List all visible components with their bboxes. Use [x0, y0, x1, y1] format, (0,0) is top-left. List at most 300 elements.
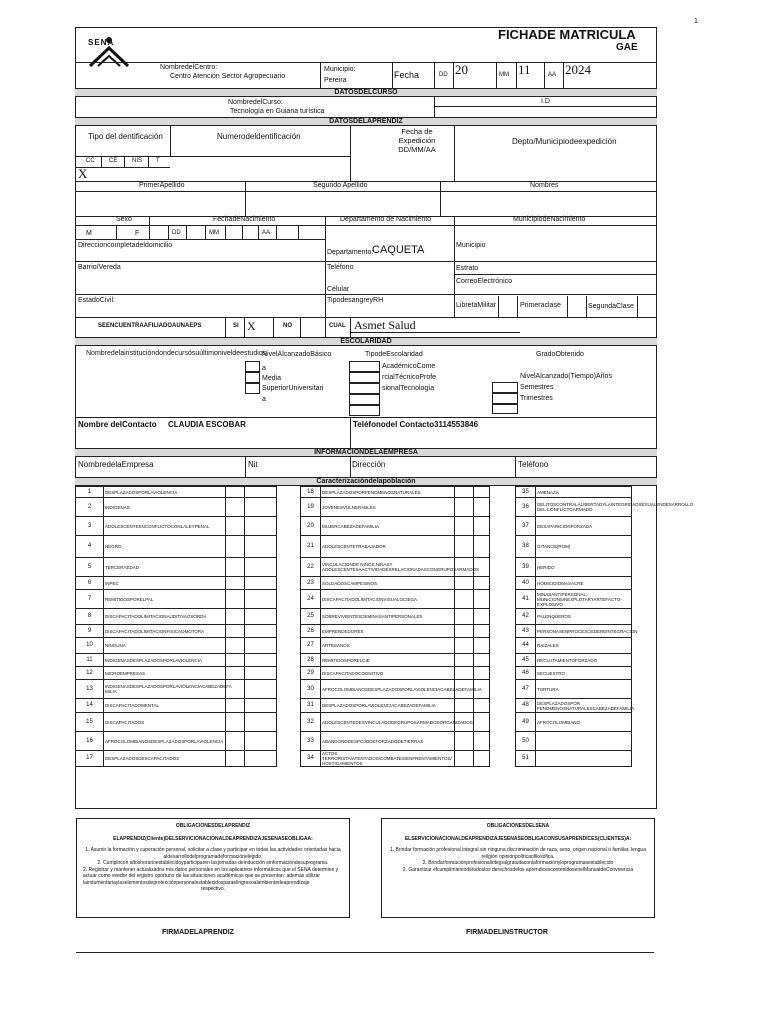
dd-value[interactable]: 20	[455, 62, 468, 77]
poblacion-checkbox[interactable]	[245, 680, 277, 699]
poblacion-label: RECLUTAMIENTOFORZADO	[536, 654, 632, 667]
telefono-label: Teléfono	[327, 264, 354, 271]
poblacion-gap	[277, 699, 301, 713]
poblacion-checkbox[interactable]	[455, 751, 474, 767]
poblacion-checkbox[interactable]	[226, 577, 245, 590]
poblacion-checkbox[interactable]	[455, 625, 474, 638]
contacto-telefono-value[interactable]: 3114553846	[434, 420, 479, 429]
segundo-apellido-label: Segundo Apellido	[313, 182, 368, 189]
tipo-option-2: rcialTécnicoProfe	[382, 374, 437, 381]
poblacion-num: 10	[76, 638, 104, 654]
signature-line	[76, 952, 654, 953]
poblacion-row	[76, 732, 632, 751]
poblacion-label: VINCULACIONDE NIÑOS,NIÑASY ADOLESCENTESAACTIVIDADESRELACIONADASCONGRUPOSARMADOS	[321, 558, 455, 577]
poblacion-num: 19	[301, 498, 321, 517]
grado-obtenido-label: GradoObtenido	[536, 351, 584, 358]
primera-clase-label: Primeraclase	[520, 302, 561, 309]
sena-logo-text: SENA	[88, 38, 115, 47]
poblacion-num: 51	[516, 751, 536, 767]
poblacion-label: NEGRO	[104, 536, 226, 558]
poblacion-checkbox[interactable]	[474, 577, 490, 590]
poblacion-checkbox[interactable]	[226, 558, 245, 577]
poblacion-label: DISCAPACITADOLIMITACIONAUDITIVAOSORDA	[104, 609, 226, 625]
poblacion-checkbox[interactable]	[226, 487, 245, 498]
nivel-option-media: Media	[262, 375, 282, 382]
poblacion-num: 17	[76, 751, 104, 767]
dd-label: DD	[439, 72, 448, 78]
poblacion-label: AFROCOLOMBIANO	[536, 713, 632, 732]
poblacion-gap	[490, 536, 516, 558]
curso-name-label: NombredelCurso:	[228, 99, 283, 106]
poblacion-checkbox[interactable]	[474, 732, 490, 751]
poblacion-checkbox[interactable]	[245, 517, 277, 536]
poblacion-label: ABANDONODESPOJODEFORZADODETIERRAS	[321, 732, 455, 751]
poblacion-gap	[277, 625, 301, 638]
poblacion-label: DESAPARICIONFORZADA	[536, 517, 632, 536]
doc-type-ti[interactable]: T	[156, 158, 160, 164]
poblacion-row	[76, 558, 632, 577]
tipo-option-1: AcadémicoCome	[382, 363, 436, 370]
poblacion-gap	[490, 732, 516, 751]
poblacion-row	[76, 536, 632, 558]
eps-cual-value[interactable]: Asmet Salud	[354, 318, 416, 332]
poblacion-row	[76, 577, 632, 590]
poblacion-label: INDIGENAS	[104, 498, 226, 517]
poblacion-num: 11	[76, 654, 104, 667]
mm-label: MM	[499, 72, 509, 78]
poblacion-num: 31	[301, 699, 321, 713]
poblacion-num: 18	[301, 487, 321, 498]
eps-si-label: SI	[233, 323, 239, 329]
obligaciones-sena-title: OBLIGACIONESDELSENA	[486, 823, 550, 829]
poblacion-num: 7	[76, 590, 104, 609]
poblacion-num: 30	[301, 680, 321, 699]
poblacion-checkbox[interactable]	[226, 667, 245, 680]
poblacion-gap	[490, 577, 516, 590]
poblacion-label: DESPLAZADOSPORFENOMENOSNATURALES	[321, 487, 455, 498]
poblacion-checkbox[interactable]	[474, 536, 490, 558]
poblacion-checkbox[interactable]	[245, 654, 277, 667]
poblacion-gap	[277, 680, 301, 699]
poblacion-num: 32	[301, 713, 321, 732]
nivel-option-a2: a	[262, 396, 266, 403]
obligaciones-aprendiz-box	[76, 818, 350, 918]
poblacion-label: ADOLESCENTETRABAJADOR	[321, 536, 455, 558]
poblacion-num: 8	[76, 609, 104, 625]
semestres-label: Semestres	[520, 384, 554, 391]
poblacion-checkbox[interactable]	[245, 498, 277, 517]
poblacion-label: MICROEMPRESAS	[104, 667, 226, 680]
poblacion-num: 16	[76, 732, 104, 751]
poblacion-label: TERCERAEDAD	[104, 558, 226, 577]
tipo-checkbox-4[interactable]	[349, 394, 380, 405]
tipo-checkbox-5[interactable]	[349, 405, 380, 416]
poblacion-label: INPEC	[104, 577, 226, 590]
poblacion-checkbox[interactable]	[226, 654, 245, 667]
poblacion-checkbox[interactable]	[245, 625, 277, 638]
poblacion-gap	[490, 517, 516, 536]
obligaciones-aprendiz-subtitle: ELAPRENDIZ(Cliente)DELSERVICIONACIONALDEAPRENDIZAJESENASEOBLIGAA:	[113, 835, 313, 842]
nivel-checkbox-3[interactable]	[245, 383, 260, 394]
poblacion-num: 1	[76, 487, 104, 498]
tipo-checkbox-1[interactable]	[349, 361, 380, 372]
obligacion-sena-1: 1. Brindar formación profesional integral sin ninguna discriminación de raza, sexo, origen nacional o familiar, lengua religión opiniónpolíticaofilosófica.	[390, 847, 646, 860]
poblacion-checkbox[interactable]	[455, 498, 474, 517]
poblacion-label: DESPLAZADOSPORLAVIOLENCIACABEZADEFAMILIA	[321, 699, 455, 713]
direccion-label: Direccioncompletadeldomicilio	[78, 242, 173, 249]
poblacion-label: DISCAPACITADOS	[104, 713, 226, 732]
eps-no-label: NO	[283, 323, 292, 329]
poblacion-label: ADOLESCENTEDESVINCULADODEGRUPOSARMADOSORGANIZADOS	[321, 713, 455, 732]
poblacion-checkbox[interactable]	[245, 590, 277, 609]
departamento-label: Departamento:	[327, 249, 374, 256]
poblacion-checkbox[interactable]	[455, 536, 474, 558]
poblacion-num: 20	[301, 517, 321, 536]
form-title: FICHADE MATRICULA	[498, 27, 636, 42]
poblacion-num: 45	[516, 654, 536, 667]
poblacion-gap	[277, 536, 301, 558]
nivel-tiempo-label: NivelAlcanzado(Tiempo)Años	[520, 373, 612, 380]
poblacion-checkbox[interactable]	[455, 638, 474, 654]
poblacion-checkbox[interactable]	[455, 667, 474, 680]
poblacion-row	[76, 638, 632, 654]
poblacion-gap	[277, 590, 301, 609]
poblacion-num: 33	[301, 732, 321, 751]
poblacion-checkbox[interactable]	[474, 654, 490, 667]
poblacion-checkbox[interactable]	[455, 577, 474, 590]
poblacion-label: DESPLAZADOSPOR FENOMENOSNATURALESCABEZADEFAMILIA	[537, 700, 635, 711]
poblacion-checkbox[interactable]	[474, 609, 490, 625]
poblacion-gap	[277, 751, 301, 767]
poblacion-checkbox[interactable]	[455, 609, 474, 625]
poblacion-gap	[277, 517, 301, 536]
eps-label: SEENCUENTRAAFILIADOAUNAEPS	[98, 323, 202, 329]
poblacion-num: 21	[301, 536, 321, 558]
poblacion-checkbox[interactable]	[245, 713, 277, 732]
depto-nacimiento-label: Departamento de Nacimiento	[340, 216, 432, 223]
poblacion-checkbox[interactable]	[245, 577, 277, 590]
poblacion-checkbox[interactable]	[474, 699, 490, 713]
nivel-checkbox-2[interactable]	[245, 372, 260, 383]
nivel-checkbox-1[interactable]	[245, 361, 260, 372]
poblacion-checkbox[interactable]	[226, 625, 245, 638]
poblacion-num: 28	[301, 654, 321, 667]
poblacion-num: 4	[76, 536, 104, 558]
poblacion-label: DISCAPACITADOMENTAL	[104, 699, 226, 713]
poblacion-num: 49	[516, 713, 536, 732]
curso-band: DATOSDELCURSO	[75, 88, 657, 97]
curso-id-label: I.D	[541, 98, 550, 105]
poblacion-checkbox[interactable]	[245, 487, 277, 498]
tipo-option-3: sionalTecnología	[382, 385, 435, 392]
departamento-value[interactable]: CAQUETA	[372, 244, 425, 256]
poblacion-label: MUJERCABEZADEFAMILIA	[321, 517, 455, 536]
poblacion-checkbox[interactable]	[226, 751, 245, 767]
poblacion-num: 27	[301, 638, 321, 654]
poblacion-row	[76, 654, 632, 667]
aprendiz-band: DATOSDELAPRENDIZ	[75, 117, 657, 126]
escolaridad-band: ESCOLARIDAD	[75, 337, 657, 346]
obligacion-aprendiz-2: 2. Cumplircon altoshorarioestablecidoyparticiparen lasjornadas deinducción einformacióndesuprograma.	[97, 860, 329, 866]
tipo-checkbox-3[interactable]	[349, 383, 380, 394]
poblacion-checkbox[interactable]	[455, 487, 474, 498]
poblacion-checkbox[interactable]	[474, 498, 490, 517]
poblacion-label: EMPRENDEDORES	[321, 625, 455, 638]
poblacion-checkbox[interactable]	[474, 517, 490, 536]
poblacion-label: AFROCOLOMBIANOSDESPLAZADOSPORLAVIOLENCIA	[104, 732, 226, 751]
poblacion-checkbox[interactable]	[455, 699, 474, 713]
libreta-militar-label: LibretaMilitar	[456, 302, 497, 309]
poblacion-gap	[277, 577, 301, 590]
depto-expedicion-label: Depto/Municipiodeexpedición	[512, 137, 617, 146]
primer-apellido-label: PrimerApellido	[139, 182, 185, 189]
semestres-checkbox[interactable]	[492, 382, 518, 393]
poblacion-row	[76, 498, 632, 517]
poblacion-checkbox[interactable]	[455, 590, 474, 609]
poblacion-checkbox[interactable]	[245, 667, 277, 680]
poblacion-checkbox[interactable]	[226, 609, 245, 625]
nivel-option-superior: SuperiorUniversitari	[262, 385, 324, 392]
empresa-nombre-label: NombredelaEmpresa	[78, 460, 154, 469]
poblacion-checkbox[interactable]	[226, 713, 245, 732]
doc-type-mark[interactable]: X	[78, 166, 88, 181]
form-subtitle: GAE	[616, 42, 638, 53]
trimestres-checkbox[interactable]	[492, 393, 518, 404]
poblacion-num: 22	[301, 558, 321, 577]
poblacion-num: 40	[516, 577, 536, 590]
poblacion-checkbox[interactable]	[455, 732, 474, 751]
doc-type-cc[interactable]: CC	[86, 158, 95, 164]
poblacion-label: MINASANTIPERSONAL, MUNICIONSINEXPLOTARYARTEFACTO-EXPLOSIVO	[536, 590, 632, 609]
poblacion-checkbox[interactable]	[474, 625, 490, 638]
poblacion-label: REMITIDOSPORELCIE	[321, 654, 455, 667]
poblacion-num: 48	[516, 699, 536, 713]
empresa-telefono-label: Teléfono	[518, 460, 549, 469]
poblacion-row	[76, 625, 632, 638]
poblacion-gap	[277, 487, 301, 498]
poblacion-checkbox[interactable]	[226, 732, 245, 751]
poblacion-checkbox[interactable]	[245, 558, 277, 577]
poblacion-checkbox[interactable]	[474, 667, 490, 680]
institucion-label: Nombredelainstitucióndondecursósuúltimoniveldeestudios	[86, 350, 267, 357]
poblacion-label: AFROCOLOMBIANOSDESPLAZADOSPORLAVIOLENCIACABEZADEFAMILIA	[321, 680, 455, 699]
poblacion-checkbox[interactable]	[474, 590, 490, 609]
centro-value[interactable]: Centro Atención Sector Agropecuario	[170, 73, 286, 80]
poblacion-num: 15	[76, 713, 104, 732]
poblacion-row	[76, 609, 632, 625]
tipo-sangre-label: TipodesangreyRH	[327, 297, 384, 304]
poblacion-checkbox[interactable]	[245, 699, 277, 713]
poblacion-num: 42	[516, 609, 536, 625]
poblacion-checkbox[interactable]	[226, 536, 245, 558]
poblacion-gap	[490, 680, 516, 699]
poblacion-gap	[490, 609, 516, 625]
poblacion-num: 9	[76, 625, 104, 638]
poblacion-checkbox[interactable]	[226, 680, 245, 699]
poblacion-num: 39	[516, 558, 536, 577]
poblacion-label: INDIGENASDESPLAZADOSPORLAVIOLENCIA	[104, 654, 226, 667]
poblacion-label: RAIZALES	[536, 638, 632, 654]
poblacion-checkbox[interactable]	[474, 638, 490, 654]
poblacion-label: SOBREVIVIENTESDEMINASANTIPERSONALES	[321, 609, 455, 625]
poblacion-label: JOVENESVULNERABLES	[321, 498, 455, 517]
poblacion-label	[536, 732, 632, 751]
poblacion-gap	[490, 590, 516, 609]
obligacion-aprendiz-5: respectivo.	[200, 886, 226, 892]
poblacion-num: 36	[516, 498, 536, 517]
poblacion-row	[76, 713, 632, 732]
obligacion-aprendiz-4: laindumentariaylaselementosdeprotecciónpersonalestablecidosparaelingresoalambientedeaprendizaje	[83, 879, 310, 886]
sena-logo	[84, 36, 134, 74]
poblacion-gap	[490, 498, 516, 517]
poblacion-num: 24	[301, 590, 321, 609]
poblacion-checkbox[interactable]	[455, 517, 474, 536]
centro-label: NombredelCentro:	[160, 64, 218, 71]
poblacion-num: 34	[301, 751, 321, 767]
poblacion-gap	[490, 667, 516, 680]
poblacion-num: 13	[76, 680, 104, 699]
poblacion-table	[75, 486, 694, 767]
extra-checkbox[interactable]	[492, 404, 518, 414]
poblacion-checkbox[interactable]	[226, 517, 245, 536]
obligacion-sena-2: 2. Brindarformaciónprofesionalintegralgratuitaconlaformaciónyloprogramasestablecido	[422, 860, 614, 866]
poblacion-label: HOMICIDIOMASACRE	[536, 577, 632, 590]
poblacion-num: 6	[76, 577, 104, 590]
municipio-label-2: Municipio	[456, 242, 486, 249]
poblacion-num: 23	[301, 577, 321, 590]
poblacion-checkbox[interactable]	[455, 654, 474, 667]
poblacion-label: NINGUNA	[104, 638, 226, 654]
poblacion-num: 29	[301, 667, 321, 680]
poblacion-gap	[490, 487, 516, 498]
nac-aa[interactable]: AA	[262, 230, 271, 236]
obligaciones-sena-box	[381, 818, 655, 918]
poblacion-checkbox[interactable]	[474, 751, 490, 767]
poblacion-rows	[76, 487, 694, 767]
nac-mm[interactable]: MM	[209, 230, 219, 236]
eps-cual-label: CUAL	[329, 323, 346, 329]
poblacion-gap	[490, 638, 516, 654]
poblacion-gap	[277, 558, 301, 577]
poblacion-num: 37	[516, 517, 536, 536]
numero-id-label: Numerodeldentificación	[217, 132, 301, 141]
nivel-alcanzado-label: NivelAlcanzadoBásico	[262, 351, 332, 358]
poblacion-row	[76, 590, 632, 609]
estrato-label: Estrato	[456, 265, 479, 272]
poblacion-num: 2	[76, 498, 104, 517]
eps-si-mark[interactable]: X	[247, 319, 256, 333]
poblacion-checkbox[interactable]	[245, 732, 277, 751]
poblacion-checkbox[interactable]	[226, 498, 245, 517]
barrio-label: Barrio/Vereda	[78, 264, 121, 271]
poblacion-checkbox[interactable]	[245, 536, 277, 558]
sexo-m[interactable]: M	[86, 230, 92, 237]
contacto-telefono-label: Teléfonodel Contacto	[353, 420, 435, 429]
poblacion-gap	[490, 558, 516, 577]
poblacion-label: INDIGENASDESPLAZADOSPORLAVIOLENCIACABEZADEFA MILIA	[104, 680, 226, 699]
poblacion-checkbox[interactable]	[245, 609, 277, 625]
contacto-nombre-label: Nombre delContacto	[78, 420, 157, 429]
poblacion-row	[76, 667, 632, 680]
poblacion-label: TORTURA	[536, 680, 632, 699]
municipio-nacimiento-label: MunicipiodeNacimiento	[513, 216, 586, 223]
poblacion-label: REMITIDOSPORELPAL	[104, 590, 226, 609]
poblacion-num: 35	[516, 487, 536, 498]
poblacion-label: DELITOSCONTRALALIBERTADYLAINTEGRIDADSEXUALENDESARROLLO DEL CONFLICTOARMADO	[536, 498, 632, 517]
tipo-escolaridad-label: TipodeEscolaridad	[365, 351, 423, 358]
poblacion-gap	[277, 732, 301, 751]
poblacion-num: 3	[76, 517, 104, 536]
aa-value[interactable]: 2024	[565, 62, 591, 77]
poblacion-num: 12	[76, 667, 104, 680]
municipio-value[interactable]: Pereira	[324, 77, 347, 84]
trimestres-label: Trimestres	[520, 395, 553, 402]
firma-instructor-label: FIRMADELINSTRUCTOR	[466, 929, 548, 936]
obligaciones-aprendiz-title: OBLIGACIONESDELAPRENDIZ	[175, 823, 251, 829]
poblacion-label: DISCAPACITADOLIMITACIONVISUALOCIEGA	[321, 590, 455, 609]
poblacion-label: PERSONASENPROCESOSDEREINTEGRACION	[536, 625, 632, 638]
poblacion-num: 50	[516, 732, 536, 751]
poblacion-gap	[490, 699, 516, 713]
poblacion-gap	[490, 625, 516, 638]
poblacion-checkbox[interactable]	[245, 638, 277, 654]
contacto-nombre-value[interactable]: CLAUDIA ESCOBAR	[168, 420, 246, 429]
empresa-band: INFORMACIONDELAEMPRESA	[75, 448, 657, 457]
poblacion-checkbox[interactable]	[226, 638, 245, 654]
poblacion-label: DISCAPACITADOCOGNITIVO	[321, 667, 455, 680]
poblacion-row	[76, 699, 632, 713]
poblacion-num: 26	[301, 625, 321, 638]
correo-label: CorreoElectrónico	[456, 278, 513, 285]
obligaciones-sena-subtitle: ELSERVICIONACIONALDEAPRENDIZAJESENASEOBLIGACONSUSAPRENDICES(CLIENTES)A:	[404, 835, 632, 842]
sexo-f[interactable]: F	[135, 230, 140, 237]
curso-name-value[interactable]: Tecnología en Guiana turística	[230, 108, 325, 115]
poblacion-num: 25	[301, 609, 321, 625]
doc-type-ce[interactable]: CE	[109, 158, 118, 164]
doc-type-nis[interactable]: NIS	[132, 158, 143, 164]
fecha-nacimiento-label: FechadeNacimiento	[213, 216, 276, 223]
poblacion-num: 38	[516, 536, 536, 558]
mm-value[interactable]: 11	[518, 62, 531, 77]
poblacion-label: ACTOS TERRORISTA/ATENTADOS/COMBATES/ENFRENTAMIENTOS/ HOSTIGAMIENTOS	[321, 751, 455, 767]
poblacion-gap	[490, 751, 516, 767]
poblacion-label: GITANOS(ROM)	[536, 536, 632, 558]
poblacion-checkbox[interactable]	[226, 699, 245, 713]
poblacion-checkbox[interactable]	[245, 751, 277, 767]
poblacion-num: 46	[516, 667, 536, 680]
poblacion-row	[76, 517, 632, 536]
poblacion-num: 41	[516, 590, 536, 609]
poblacion-checkbox[interactable]	[474, 487, 490, 498]
poblacion-gap	[277, 609, 301, 625]
poblacion-label: DESPLAZADOSDESCAPACITADOS	[104, 751, 226, 767]
fecha-label: Fecha	[394, 70, 420, 80]
poblacion-checkbox[interactable]	[474, 713, 490, 732]
nac-dd[interactable]: DD	[172, 230, 181, 236]
tipo-checkbox-2[interactable]	[349, 372, 380, 383]
poblacion-checkbox[interactable]	[226, 590, 245, 609]
poblacion-num: 44	[516, 638, 536, 654]
poblacion-label	[536, 751, 632, 767]
obligacion-aprendiz-3: 2. Registrar y mantener actualizados mis datos personales en los aplicativos informáticos que el SENA determine y actuar como veedor del registro oportuno de las situaciones académicas que se presentan: además utilizar	[83, 866, 339, 879]
celular-label: Célular	[327, 286, 350, 293]
poblacion-num: 14	[76, 699, 104, 713]
obligacion-sena-3: 2. Garantizar elcumplimientodetodoslos derechosdelos aprendicescontenidosenelManualdeConvivencia	[402, 866, 634, 873]
poblacion-label: ADOLESCENTEENCONFLICTOCONLALEYPENAL	[104, 517, 226, 536]
poblacion-row	[76, 751, 632, 767]
page-number: 1	[694, 18, 698, 25]
poblacion-label: SOLDADOSCAMPESINOS	[321, 577, 455, 590]
